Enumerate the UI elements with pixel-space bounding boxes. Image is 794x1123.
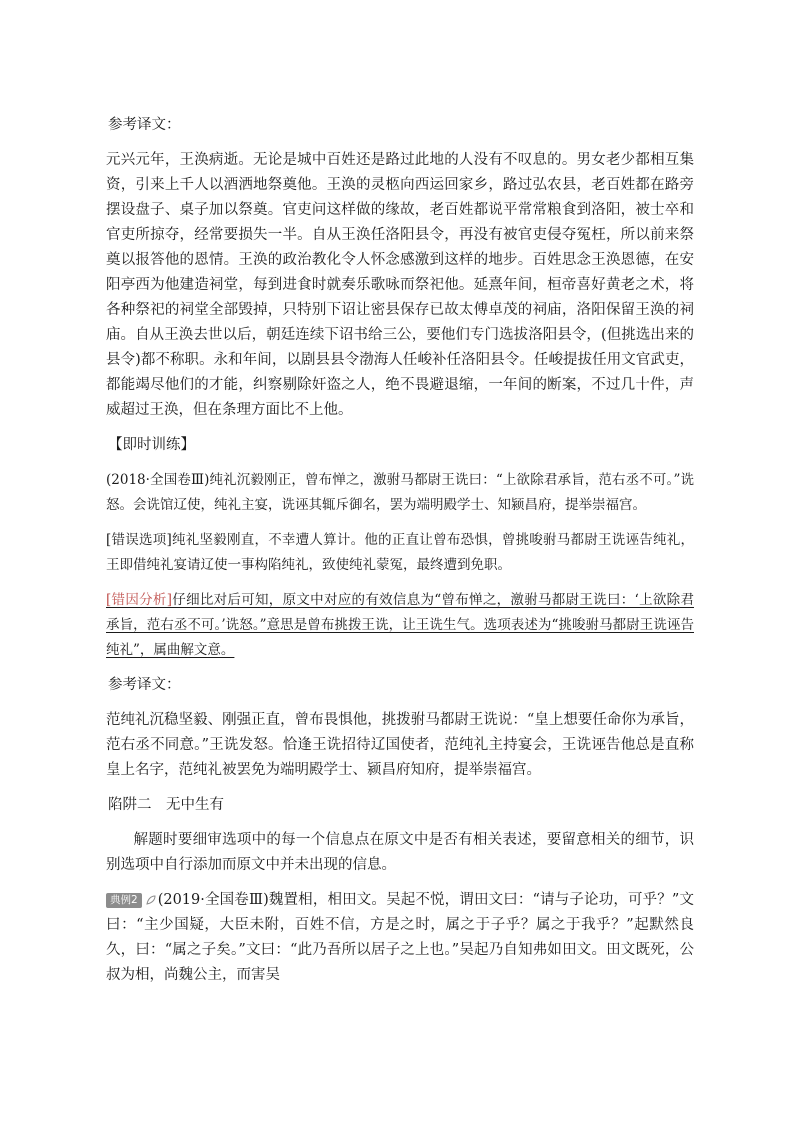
page-content xyxy=(106,113,694,998)
trap-two-description: 解题时要细审选项中的每一个信息点在原文中是否有相关表述，要留意相关的细节，识别选项中自行添加而原文中并未出现的信息。 xyxy=(106,832,694,873)
leaf-icon xyxy=(146,895,156,905)
training-question-text: (2018·全国卷Ⅲ)纯礼沉毅刚正，曾布惮之，激驸马都尉王诜曰：“上欲除君承旨，范右丞不可。”诜怒。会诜馆辽使，纯礼主宴，诜诬其辄斥御名，罢为端明殿学士、知颍昌府，提举崇福宫。 xyxy=(106,472,694,513)
example-two-paragraph xyxy=(106,888,694,988)
error-analysis-text: 仔细比对后可知，原文中对应的有效信息为“曾布惮之，激驸马都尉王诜曰：‘上欲除君承旨，范右丞不可。’诜怒。”意思是曾布挑拨王诜，让王诜生气。选项表述为“挑唆驸马都尉王诜诬告纯礼”，属曲解文意。 xyxy=(106,592,694,658)
reference-translation-heading-2: 参考译文： xyxy=(108,677,181,693)
reference-translation-paragraph: 元兴元年，王涣病逝。无论是城中百姓还是路过此地的人没有不叹息的。男女老少都相互集资，引来上千人以酒洒地祭奠他。王涣的灵柩向西运回家乡，路过弘农县，老百姓都在路旁摆设盘子、桌子加以祭奠。官吏问这样做的缘故，老百姓都说平常常粮食到洛阳，被士卒和官吏所掠夺，经常要损失一半。自从王涣任洛阳县令，再没有被官吏侵夺冤枉，所以前来祭奠以报答他的恩情。王涣的政治教化令人怀念感激到这样的地步。百姓思念王涣恩德，在安阳亭西为他建造祠堂，每到进食时就奏乐歌咏而祭祀他。延熹年间，桓帝喜好黄老之术，将各种祭祀的祠堂全部毁掉，只特别下诏让密县保存已故太傅卓茂的祠庙，洛阳保留王涣的祠庙。自从王涣去世以后，朝廷连续下诏书给三公，要他们专门选拔洛阳县令，(但挑选出来的县令)都不称职。永和年间，以剧县县令渤海人任峻补任洛阳县令。任峻提拔任用文官武吏，都能竭尽他们的才能，纠察剔除奸盗之人，绝不畏避退缩，一年间的断案，不过几十件，声威超过王涣，但在条理方面比不上他。 xyxy=(106,152,694,418)
reference-translation-paragraph-2: 范纯礼沉稳坚毅、刚强正直，曾布畏惧他，挑拨驸马都尉王诜说：“皇上想要任命你为承旨，范右丞不同意。”王诜发怒。恰逢王诜招待辽国使者，范纯礼主持宴会，王诜诬告他总是直称皇上名字，范纯礼被罢免为端明殿学士、颍昌府知府，提举崇福宫。 xyxy=(106,712,694,778)
example-two-text: (2019·全国卷Ⅲ)魏置相，相田文。吴起不悦，谓田文曰：“请与子论功，可乎？”文曰：“主少国疑，大臣未附，百姓不信，方是之时，属之于子乎？属之于我乎？”起默然良久，曰：“属之子矣。”文曰：“此乃吾所以居子之上也。”吴起乃自知弗如田文。田文既死，公叔为相，尚魏公主，而害吴 xyxy=(106,892,694,983)
instant-training-heading: 【即时训练】 xyxy=(108,437,195,453)
trap-two-title: 陷阱二 无中生有 xyxy=(108,797,224,813)
example-badge: 典例2 xyxy=(106,893,142,908)
error-analysis-tag: [错因分析] xyxy=(106,592,172,608)
reference-translation-heading: 参考译文： xyxy=(108,117,181,133)
wrong-option-text: [错误选项]纯礼坚毅刚直，不幸遭人算计。他的正直让曾布恐惧，曾挑唆驸马都尉王诜诬告纯礼，王即借纯礼宴请辽使一事构陷纯礼，致使纯礼蒙冤，最终遭到免职。 xyxy=(106,532,694,573)
error-analysis-paragraph xyxy=(106,588,694,663)
